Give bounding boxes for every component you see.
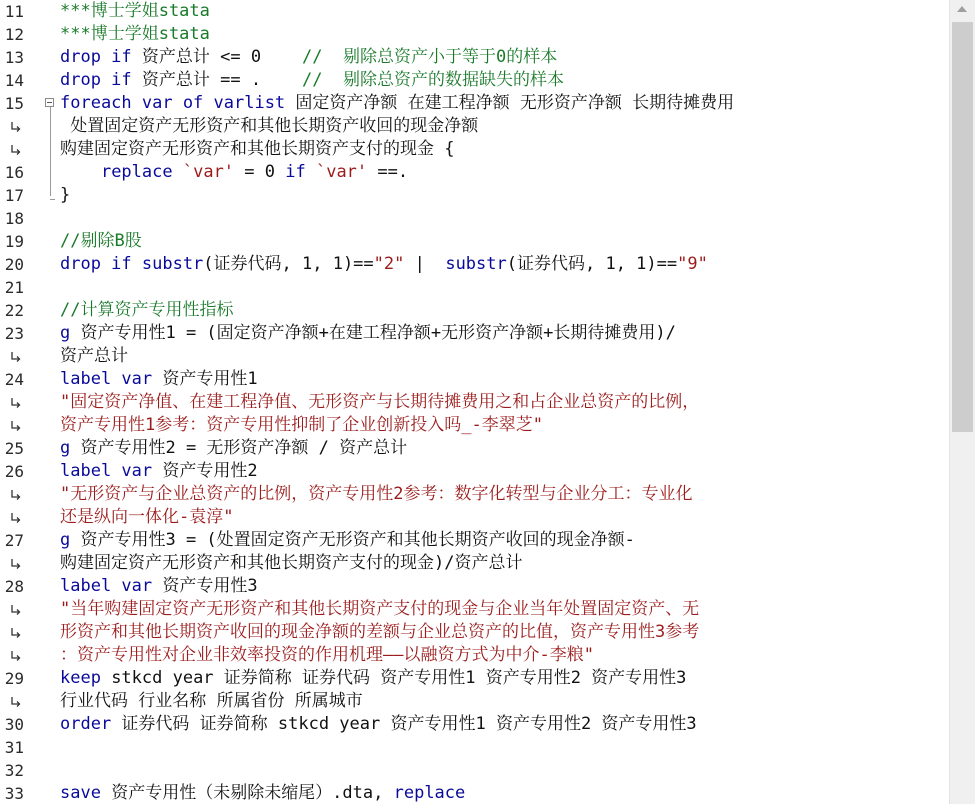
code-text <box>60 437 407 460</box>
code-text <box>60 391 699 414</box>
word-wrap-icon <box>10 627 22 639</box>
line-number: 27 <box>4 531 24 550</box>
code-line[interactable] <box>0 552 950 575</box>
code-token: ***博士学姐stata <box>60 1 210 21</box>
code-token: foreach var of varlist <box>60 93 286 113</box>
line-number: 21 <box>4 278 24 297</box>
code-token: 资产专用性3 <box>152 576 258 596</box>
code-text <box>60 368 258 391</box>
code-token: ：资产专用性对企业非效率投资的作用机理——以融资方式为中介-李粮" <box>60 645 594 665</box>
scroll-up-arrow-icon[interactable] <box>957 6 967 12</box>
code-token: replace <box>393 783 466 803</box>
code-line[interactable] <box>0 644 950 667</box>
word-wrap-icon <box>10 696 22 708</box>
code-text <box>60 575 258 598</box>
word-wrap-icon <box>10 512 22 524</box>
fold-end-marker <box>50 199 55 200</box>
line-number: 18 <box>4 209 24 228</box>
code-token: //剔除B股 <box>60 231 142 251</box>
code-line[interactable] <box>0 759 950 782</box>
line-number: 32 <box>4 761 24 780</box>
code-text <box>60 690 363 713</box>
code-token: order <box>60 714 112 734</box>
code-token: 购建固定资产无形资产和其他长期资产支付的现金)/资产总计 <box>60 553 523 573</box>
line-number: 33 <box>4 784 24 803</box>
code-line[interactable] <box>0 299 950 322</box>
code-line[interactable] <box>0 69 950 92</box>
line-number: 13 <box>4 48 24 67</box>
line-number: 25 <box>4 439 24 458</box>
code-line[interactable] <box>0 621 950 644</box>
code-text <box>60 667 686 690</box>
code-token: drop if <box>60 70 132 90</box>
code-token: } <box>60 185 71 205</box>
line-number: 12 <box>4 25 24 44</box>
code-text <box>60 46 557 69</box>
line-number: 29 <box>4 669 24 688</box>
word-wrap-icon <box>10 144 22 156</box>
code-token: 固定资产净额 在建工程净额 无形资产净额 长期待摊费用 <box>285 93 735 113</box>
code-token: 形资产和其他长期资产收回的现金净额的差额与企业总资产的比值，资产专用性3参考 <box>60 622 700 642</box>
code-text <box>60 644 594 667</box>
line-number: 31 <box>4 738 24 757</box>
code-token: 资产总计 == . <box>131 70 303 90</box>
code-line[interactable] <box>0 0 950 23</box>
code-line[interactable] <box>0 483 950 506</box>
code-token: 资产专用性1 <box>152 369 258 389</box>
code-token: 证券代码 证券简称 stkcd year 资产专用性1 资产专用性2 资产专用性3 <box>111 714 697 734</box>
code-text <box>60 299 233 322</box>
code-text <box>60 230 142 253</box>
line-number: 16 <box>4 163 24 182</box>
code-text <box>60 552 522 575</box>
code-line[interactable] <box>0 345 950 368</box>
code-text <box>60 460 258 483</box>
code-token <box>60 162 101 182</box>
code-token: drop if substr <box>60 254 204 274</box>
code-line[interactable] <box>0 161 950 184</box>
line-number: 14 <box>4 71 24 90</box>
code-token: if <box>285 162 306 182</box>
code-token: save <box>60 783 101 803</box>
code-token: // 剔除总资产小于等于0的样本 <box>302 47 558 67</box>
code-line[interactable] <box>0 713 950 736</box>
code-token: "9" <box>677 254 708 274</box>
code-line[interactable] <box>0 575 950 598</box>
line-number: 17 <box>4 186 24 205</box>
code-token: stkcd year 证券简称 证券代码 资产专用性1 资产专用性2 资产专用性3 <box>100 668 687 688</box>
code-text <box>60 529 635 552</box>
word-wrap-icon <box>10 397 22 409</box>
code-token: replace <box>100 162 173 182</box>
code-text <box>60 138 454 161</box>
word-wrap-icon <box>10 351 22 363</box>
code-text <box>60 322 676 345</box>
code-token: //计算资产专用性指标 <box>60 300 234 320</box>
code-line[interactable] <box>0 460 950 483</box>
code-token <box>306 162 316 182</box>
line-number: 11 <box>4 2 24 21</box>
code-line[interactable] <box>0 736 950 759</box>
code-token: 资产总计 <box>60 346 128 366</box>
code-line[interactable] <box>0 437 950 460</box>
code-token: 处置固定资产无形资产和其他长期资产收回的现金净额 <box>60 116 479 136</box>
code-text <box>60 782 465 804</box>
code-token: "无形资产与企业总资产的比例，资产专用性2参考：数字化转型与企业分工：专业化 <box>60 484 693 504</box>
code-line[interactable] <box>0 598 950 621</box>
code-text <box>60 253 708 276</box>
code-text <box>60 345 128 368</box>
word-wrap-icon <box>10 121 22 133</box>
code-text <box>60 184 70 207</box>
code-text <box>60 69 564 92</box>
code-token: 资产专用性2 <box>152 461 258 481</box>
code-text <box>60 0 210 23</box>
code-line[interactable] <box>0 253 950 276</box>
word-wrap-icon <box>10 604 22 616</box>
code-line[interactable] <box>0 184 950 207</box>
code-line[interactable] <box>0 276 950 299</box>
code-token: 资产专用性1 = (固定资产净额+在建工程净额+无形资产净额+长期待摊费用)/ <box>70 323 676 343</box>
code-text <box>60 115 478 138</box>
code-token: // 剔除总资产的数据缺失的样本 <box>302 70 564 90</box>
code-line[interactable] <box>0 23 950 46</box>
code-token: label var <box>60 576 153 596</box>
code-text <box>60 598 699 621</box>
code-text <box>60 621 699 644</box>
code-token: label var <box>60 369 153 389</box>
code-line[interactable] <box>0 138 950 161</box>
code-line[interactable] <box>0 529 950 552</box>
code-text <box>60 414 543 437</box>
code-token: 还是纵向一体化-袁淳" <box>60 507 234 527</box>
code-token: label var <box>60 461 153 481</box>
line-number: 28 <box>4 577 24 596</box>
fold-collapse-icon[interactable] <box>45 98 54 107</box>
code-token: 资产总计 <= 0 <box>131 47 303 67</box>
code-line[interactable] <box>0 207 950 230</box>
code-token: 行业代码 行业名称 所属省份 所属城市 <box>60 691 363 711</box>
code-token: = 0 <box>234 162 286 182</box>
code-text <box>60 161 408 184</box>
code-token: "固定资产净值、在建工程净值、无形资产与长期待摊费用之和占企业总资产的比例， <box>60 392 700 412</box>
code-line[interactable] <box>0 506 950 529</box>
code-token: ***博士学姐stata <box>60 24 210 44</box>
word-wrap-icon <box>10 489 22 501</box>
code-text <box>60 23 210 46</box>
line-number: 22 <box>4 301 24 320</box>
code-token: ==. <box>367 162 409 182</box>
code-token: 购建固定资产无形资产和其他长期资产支付的现金 { <box>60 139 455 159</box>
line-number: 30 <box>4 715 24 734</box>
code-token: (证券代码, 1, 1)== <box>506 254 678 274</box>
code-token: substr <box>445 254 507 274</box>
code-token: keep <box>60 668 101 688</box>
line-number: 19 <box>4 232 24 251</box>
line-number: 24 <box>4 370 24 389</box>
line-number: 26 <box>4 462 24 481</box>
code-line[interactable] <box>0 414 950 437</box>
code-token: "2" <box>373 254 405 274</box>
code-token: `var' <box>315 162 368 182</box>
word-wrap-icon <box>10 420 22 432</box>
code-text <box>60 713 697 736</box>
code-token: `var' <box>182 162 235 182</box>
code-line[interactable] <box>0 115 950 138</box>
code-token: g <box>60 438 71 458</box>
code-line[interactable] <box>0 322 950 345</box>
code-token: g <box>60 530 71 550</box>
code-token: 资产专用性2 = 无形资产净额 / 资产总计 <box>70 438 408 458</box>
code-token: drop if <box>60 47 132 67</box>
code-text <box>60 483 692 506</box>
code-line[interactable] <box>0 782 950 804</box>
code-line[interactable] <box>0 46 950 69</box>
word-wrap-icon <box>10 650 22 662</box>
code-line[interactable] <box>0 230 950 253</box>
code-line[interactable] <box>0 92 950 115</box>
code-token: 资产专用性1参考：资产专用性抑制了企业创新投入吗_-李翠芝" <box>60 415 543 435</box>
scrollbar-thumb[interactable] <box>952 22 973 432</box>
code-line[interactable] <box>0 667 950 690</box>
code-line[interactable] <box>0 368 950 391</box>
code-line[interactable] <box>0 391 950 414</box>
code-token: 资产专用性（未剔除未缩尾）.dta, <box>100 783 394 803</box>
code-line[interactable] <box>0 690 950 713</box>
line-number: 15 <box>4 94 24 113</box>
code-token: g <box>60 323 71 343</box>
word-wrap-icon <box>10 558 22 570</box>
code-token <box>173 162 183 182</box>
code-text <box>60 506 233 529</box>
line-number: 23 <box>4 324 24 343</box>
code-token: (证券代码, 1, 1)== <box>203 254 374 274</box>
code-token: 资产专用性3 = (处置固定资产无形资产和其他长期资产收回的现金净额- <box>70 530 635 550</box>
vertical-scrollbar[interactable] <box>949 0 975 804</box>
code-token: | <box>404 254 446 274</box>
code-text <box>60 92 734 115</box>
line-number: 20 <box>4 255 24 274</box>
code-token: "当年购建固定资产无形资产和其他长期资产支付的现金与企业当年处置固定资产、无 <box>60 599 700 619</box>
